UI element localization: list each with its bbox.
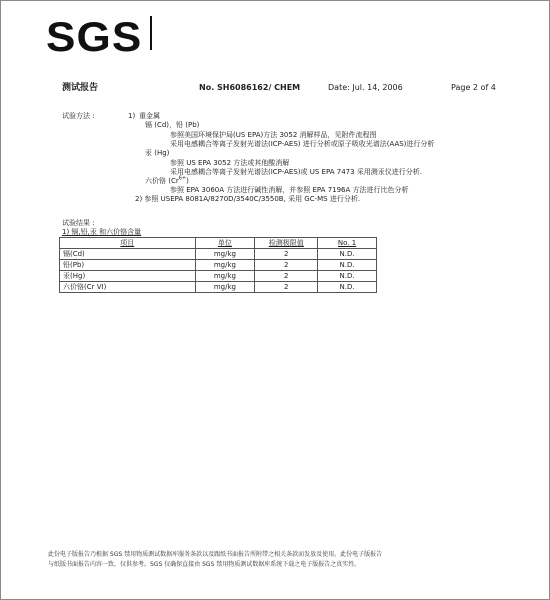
cell-limit: 2: [255, 260, 318, 271]
cell-unit: mg/kg: [195, 282, 255, 293]
method-line-hg-analysis: 采用电感耦合等离子发射光谱法(ICP-AES)或 US EPA 7473 采用测汞仪进行分析.: [170, 168, 422, 176]
method-line-hg: 汞 (Hg): [145, 149, 170, 157]
sgs-logo: SGS: [46, 13, 143, 60]
table-row: [60, 282, 377, 293]
cell-unit: mg/kg: [195, 260, 255, 271]
table-row: [60, 260, 377, 271]
cell-item: 汞(Hg): [60, 271, 196, 282]
col-header-unit: 单位: [195, 238, 255, 249]
results-table: [59, 237, 377, 293]
cell-item: 铅(Pb): [60, 260, 196, 271]
page-number: Page 2 of 4: [451, 83, 496, 92]
cell-result: N.D.: [318, 271, 377, 282]
footer-disclaimer-line-2: 与纸版书面报告内容一致，仅供参考。SGS 仅确保直接由 SGS 禁用物质测试数据库系统下载之电子版报告之真实性。: [48, 561, 361, 568]
results-subtitle: 1) 镉,铅,汞 和六价铬含量: [62, 228, 142, 236]
method-line-icp-aas: 采用电感耦合等离子发射光谱法(ICP-AES) 进行分析或原子吸收光谱法(AAS)进行分析: [170, 140, 435, 148]
method-line-cr6: 六价铬 $(Cr^{6+})$: [145, 175, 189, 185]
cell-item: 六价铬(Cr VI): [60, 282, 196, 293]
method-line-digestion: 参照美国环境保护局(US EPA)方法 3052 消解样品，见附件流程图: [170, 131, 377, 139]
method-line-cr6-analysis: 参照 EPA 3060A 方法进行碱性消解，并参照 EPA 7196A 方法进行比色分析: [170, 186, 409, 194]
cell-unit: mg/kg: [195, 271, 255, 282]
method-line-cd-pb: 镉 (Cd)，铅 (Pb): [145, 121, 200, 129]
method-line-hg-digestion: 参照 US EPA 3052 方法或其他酸消解: [170, 159, 290, 167]
cell-result: N.D.: [318, 260, 377, 271]
method-item2: 2) 参照 USEPA 8081A/8270D/3540C/3550B, 采用 GC-MS 进行分析.: [135, 195, 361, 203]
col-header-item: 项目: [60, 238, 196, 249]
logo-divider: [150, 16, 152, 50]
table-header-row: [60, 238, 377, 249]
cell-limit: 2: [255, 249, 318, 260]
cell-item: 镉(Cd): [60, 249, 196, 260]
col-header-sample-1: No. 1: [318, 238, 377, 249]
cell-limit: 2: [255, 282, 318, 293]
report-date: Date: Jul. 14, 2006: [328, 83, 403, 92]
cell-unit: mg/kg: [195, 249, 255, 260]
method-label: 试验方法 :: [62, 112, 95, 120]
col-header-limit: 检测极限值: [255, 238, 318, 249]
footer-disclaimer-line-1: 此份电子版报告乃根据 SGS 禁用物质测试数据库服务条款以及跟纸书面报告所附带之相关条款而发放及使用。此份电子版报告: [48, 551, 383, 558]
report-number: No. SH6086162/ CHEM: [199, 83, 301, 92]
method-item1-title: 重金属: [139, 112, 160, 120]
report-title: 测试报告: [62, 83, 99, 93]
table-row: [60, 271, 377, 282]
results-label: 试验结果 :: [62, 219, 95, 227]
cell-result: N.D.: [318, 282, 377, 293]
cell-result: N.D.: [318, 249, 377, 260]
table-row: [60, 249, 377, 260]
method-item1-number: 1): [128, 112, 136, 120]
cell-limit: 2: [255, 271, 318, 282]
